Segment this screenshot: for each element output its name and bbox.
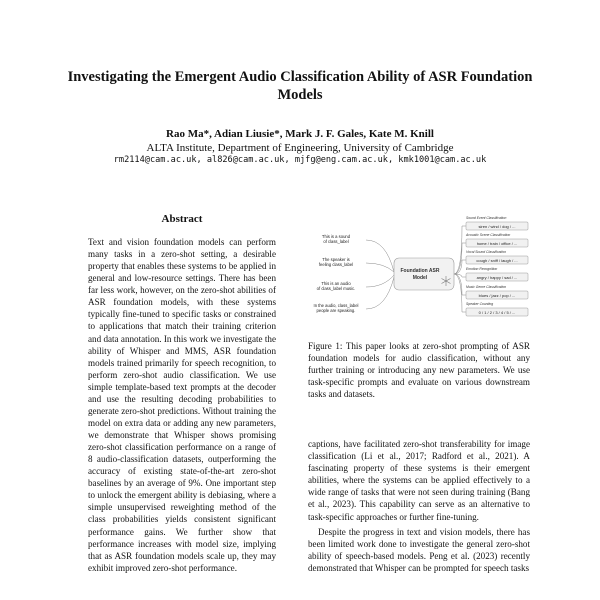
task-2-options: home / train / office / ... — [476, 240, 518, 246]
affiliation: ALTA Institute, Department of Engineering, University of Cambridge — [146, 142, 454, 154]
task-6-options: 0 / 1 / 2 / 3 / 4 / 5 / ... — [478, 309, 516, 315]
model-label-line-2: Model — [412, 275, 428, 281]
prompt-4-line-2: people are speaking. — [316, 308, 356, 313]
task-3-name: Vocal Sound Classification — [466, 250, 507, 254]
prompt-3-line-1: This is an audio — [321, 281, 351, 286]
abstract-heading: Abstract — [161, 213, 203, 225]
task-1-options: siren / wind / dog / ... — [478, 223, 516, 229]
body-paragraph-2: Despite the progress in text and vision models, there has been limited work done to investigate the general zero-shot ability of speech-based models. Peng et al. (2023) recently demonstrated that Whisper can be prompted for speech tasks — [308, 526, 530, 573]
authors: Rao Ma*, Adian Liusie*, Mark J. F. Gales, Kate M. Knill — [166, 128, 434, 140]
author-emails: rm2114@cam.ac.uk, al826@cam.ac.uk, mjfg@eng.cam.ac.uk, kmk1001@cam.ac.uk — [113, 155, 487, 165]
body-column-right — [308, 438, 530, 574]
title-line-2: Models — [277, 87, 323, 103]
figure-1 — [306, 212, 532, 332]
prompt-1-line-1: This is a sound — [321, 234, 351, 239]
prompt-1-line-2: of class_label — [323, 239, 349, 244]
abstract-text: Text and vision foundation models can perform many tasks in a zero-shot setting, a desirable property that enables these systems to be applied in general and low-resource settings. There has been far less work, however, on the zero-shot abilities of ASR foundation models, with these systems typically fine-tuned to specific tasks or constrained to applications that match their training criterion and data annotation. In this work we investigate the ability of Whisper and MMS, ASR foundation models trained primarily for speech recognition, to perform zero-shot audio classification. We use simple template-based text prompts at the decoder and use the resulting decoding probabilities to generate zero-shot predictions. Without training the model on extra data or adding any new parameters, we demonstrate that Whisper shows promising zero-shot classification performance on a range of 8 audio-classification datasets, outperforming the accuracy of existing state-of-the-art zero-shot baselines by an average of 9%. One important step to unlock the emergent ability is debiasing, where a simple unsupervised reweighting method of the class probabilities yields consistent significant performance gains. We further show that performance increases with model size, implying that as ASR foundation models scale up, they may exhibit improved zero-shot performance. — [88, 237, 276, 573]
prompt-2-line-2: feeling class_label — [318, 262, 354, 267]
model-box — [394, 258, 454, 290]
figure-diagram — [306, 212, 532, 332]
task-4-name: Emotion Recognition — [466, 267, 498, 271]
task-4-options: angry / happy / sad / ... — [476, 274, 518, 280]
model-label-line-1: Foundation ASR — [400, 268, 440, 274]
figure-caption: Figure 1: This paper looks at zero-shot prompting of ASR foundation models for audio classification, without any further training or introducing any new parameters. We use task-specific prompts and evaluate on various downstream tasks and datasets. — [308, 341, 530, 399]
prompt-2-line-1: The speaker is — [322, 257, 350, 262]
task-6-name: Speaker Counting — [466, 302, 494, 306]
task-3-options: cough / sniff / laugh / ... — [476, 257, 518, 263]
task-2-name: Acoustic Scene Classification — [466, 233, 511, 237]
body-paragraph-1: captions, have facilitated zero-shot transferability for image classification (Li et al., 2017; Radford et al., 2021). A fascinating property of these systems is their emergent abilities, where the systems can be applied effectively to a wide range of tasks that were not seen during training (Bang et al., 2023). This capability can serve as an alternative to task-specific approaches or further fine-tuning. — [308, 439, 530, 522]
paper-title — [40, 68, 560, 104]
task-1-name: Sound Event Classification — [466, 216, 507, 220]
prompt-3-line-2: of class_label music. — [316, 286, 356, 291]
abstract-body — [88, 236, 276, 574]
task-5-options: blues / jazz / pop / ... — [478, 292, 516, 298]
title-line-1: Investigating the Emergent Audio Classification Ability of ASR Foundation — [67, 69, 533, 85]
task-5-name: Music Genre Classification — [466, 285, 507, 289]
prompt-4-line-1: In the audio, class_label — [313, 303, 359, 308]
